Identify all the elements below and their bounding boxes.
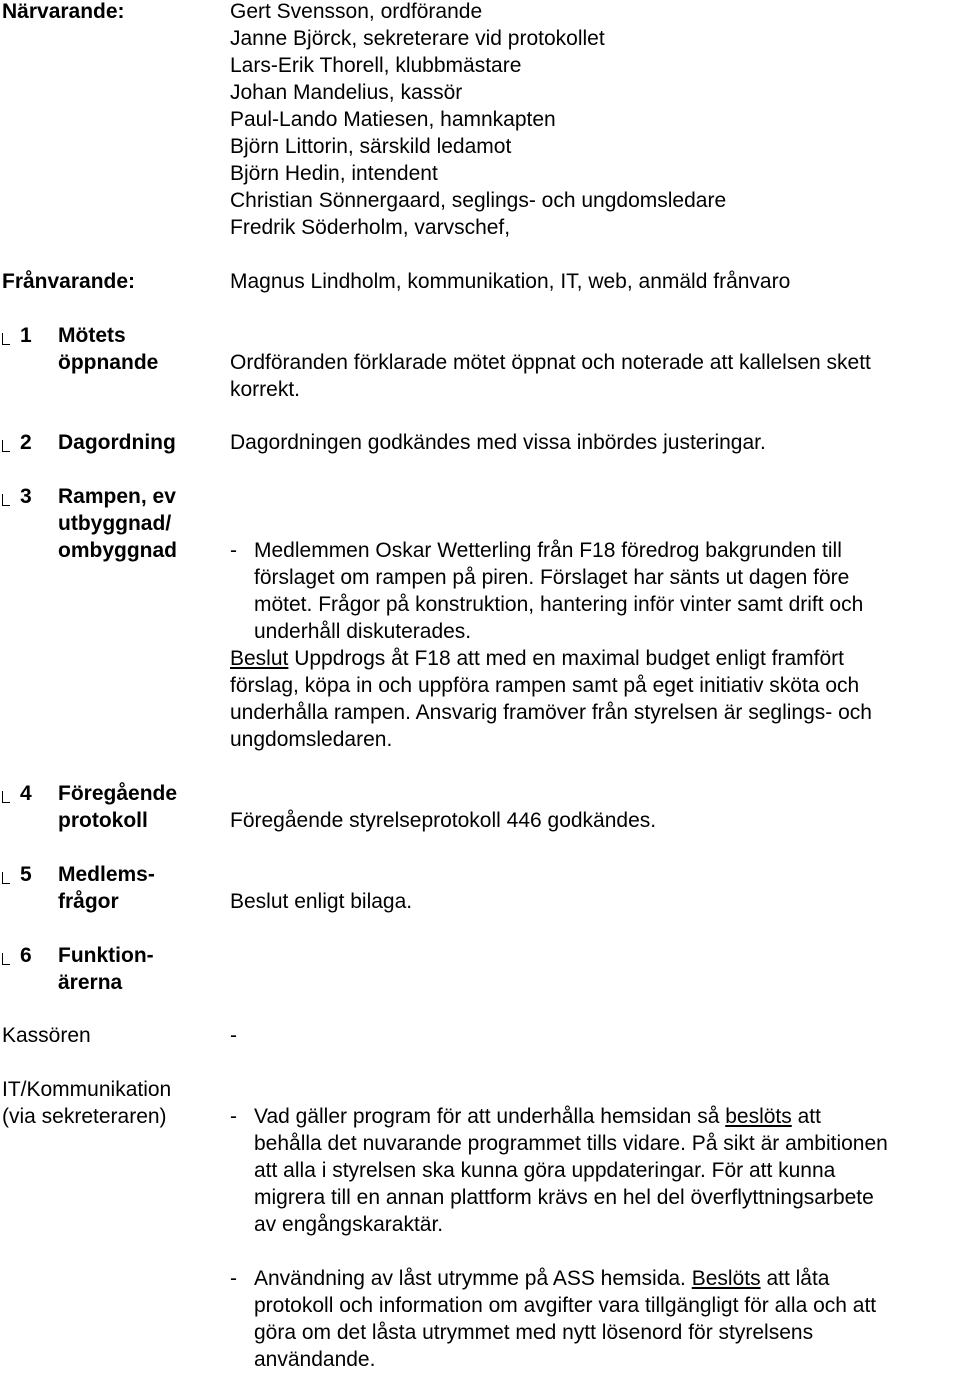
item-text: ungdomsledaren.	[230, 728, 393, 751]
it-text: migrera till en annan plattform krävs en hel del överflyttningsarbete	[254, 1186, 874, 1209]
item-title: utbyggnad/	[58, 512, 172, 535]
it-text: behålla det nuvarande programmet tills vidare. På sikt är ambitionen	[254, 1132, 888, 1155]
present-member: Christian Sönnergaard, seglings- och ungdomsledare	[230, 189, 727, 212]
decision-label: Beslut	[230, 647, 289, 670]
absent-text: Magnus Lindholm, kommunikation, IT, web, anmäld frånvaro	[230, 270, 791, 293]
present-member: Johan Mandelius, kassör	[230, 81, 463, 104]
present-member: Björn Hedin, intendent	[230, 162, 438, 185]
decided-link: Beslöts	[691, 1267, 761, 1290]
heading-marker-icon	[2, 440, 10, 452]
item-title: ärerna	[58, 971, 123, 994]
present-member: Paul-Lando Matiesen, hamnkapten	[230, 108, 556, 131]
bullet-dash: -	[230, 1267, 237, 1290]
item-text: förslag, köpa in och uppföra rampen samt på eget initiativ sköta och	[230, 674, 860, 697]
it-text: av engångskaraktär.	[254, 1213, 444, 1236]
it-bullet-line	[254, 1265, 830, 1292]
decision-text: Uppdrogs åt F18 att med en maximal budget enligt framfört	[288, 647, 844, 670]
item-text: Beslut enligt bilaga.	[230, 890, 413, 913]
heading-marker-icon	[2, 872, 10, 884]
it-text: användande.	[254, 1348, 376, 1371]
present-member: Lars-Erik Thorell, klubbmästare	[230, 54, 522, 77]
item-title: Medlems-	[58, 863, 155, 886]
heading-marker-icon	[2, 333, 10, 345]
it-text: att	[791, 1105, 821, 1128]
it-text: göra om det låsta utrymmet med nytt lösenord för styrelsens	[254, 1321, 814, 1344]
present-member: Gert Svensson, ordförande	[230, 0, 483, 23]
treasurer-label: Kassören	[2, 1024, 91, 1047]
present-member: Janne Björck, sekreterare vid protokollet	[230, 27, 605, 50]
item-number: 6	[20, 944, 32, 967]
item-title: Rampen, ev	[58, 485, 176, 508]
item-number: 1	[20, 324, 32, 347]
item-number: 4	[20, 782, 32, 805]
item-text: Medlemmen Oskar Wetterling från F18 föredrog bakgrunden till	[254, 539, 842, 562]
item-text: underhåll diskuterades.	[254, 620, 472, 643]
treasurer-value: -	[230, 1024, 237, 1047]
item-text: mötet. Frågor på konstruktion, hantering inför vinter samt drift och	[254, 593, 864, 616]
item-number: 3	[20, 485, 32, 508]
item-text: Dagordningen godkändes med vissa inbördes justeringar.	[230, 431, 766, 454]
heading-marker-icon	[2, 791, 10, 803]
heading-marker-icon	[2, 953, 10, 965]
decision-line	[230, 645, 844, 672]
it-bullet-line	[254, 1103, 821, 1130]
item-title: öppnande	[58, 351, 159, 374]
item-text: Ordföranden förklarade mötet öppnat och noterade att kallelsen skett	[230, 351, 871, 374]
decided-link: beslöts	[725, 1105, 792, 1128]
it-text: protokoll och information om avgifter vara tillgängligt för alla och att	[254, 1294, 877, 1317]
bullet-dash: -	[230, 539, 237, 562]
it-text: Vad gäller program för att underhålla hemsidan så	[254, 1105, 726, 1128]
present-member: Fredrik Söderholm, varvschef,	[230, 216, 511, 239]
item-title: Dagordning	[58, 431, 176, 454]
item-title: Funktion-	[58, 944, 154, 967]
item-title: ombyggnad	[58, 539, 177, 562]
present-label: Närvarande:	[2, 0, 125, 23]
bullet-dash: -	[230, 1105, 237, 1128]
item-title: Föregående	[58, 782, 178, 805]
item-title: frågor	[58, 890, 119, 913]
item-text: underhålla rampen. Ansvarig framöver från styrelsen är seglings- och	[230, 701, 872, 724]
it-label: IT/Kommunikation	[2, 1078, 172, 1101]
item-text: korrekt.	[230, 378, 301, 401]
item-text: förslaget om rampen på piren. Förslaget har sänts ut dagen före	[254, 566, 850, 589]
present-member: Björn Littorin, särskild ledamot	[230, 135, 512, 158]
it-text: Användning av låst utrymme på ASS hemsida.	[254, 1267, 692, 1290]
item-number: 5	[20, 863, 32, 886]
it-text: att låta	[760, 1267, 830, 1290]
it-label: (via sekreteraren)	[2, 1105, 167, 1128]
item-title: Mötets	[58, 324, 126, 347]
heading-marker-icon	[2, 494, 10, 506]
absent-label: Frånvarande:	[2, 270, 136, 293]
item-number: 2	[20, 431, 32, 454]
item-title: protokoll	[58, 809, 148, 832]
it-text: att alla i styrelsen ska kunna göra uppdateringar. För att kunna	[254, 1159, 836, 1182]
item-text: Föregående styrelseprotokoll 446 godkändes.	[230, 809, 657, 832]
